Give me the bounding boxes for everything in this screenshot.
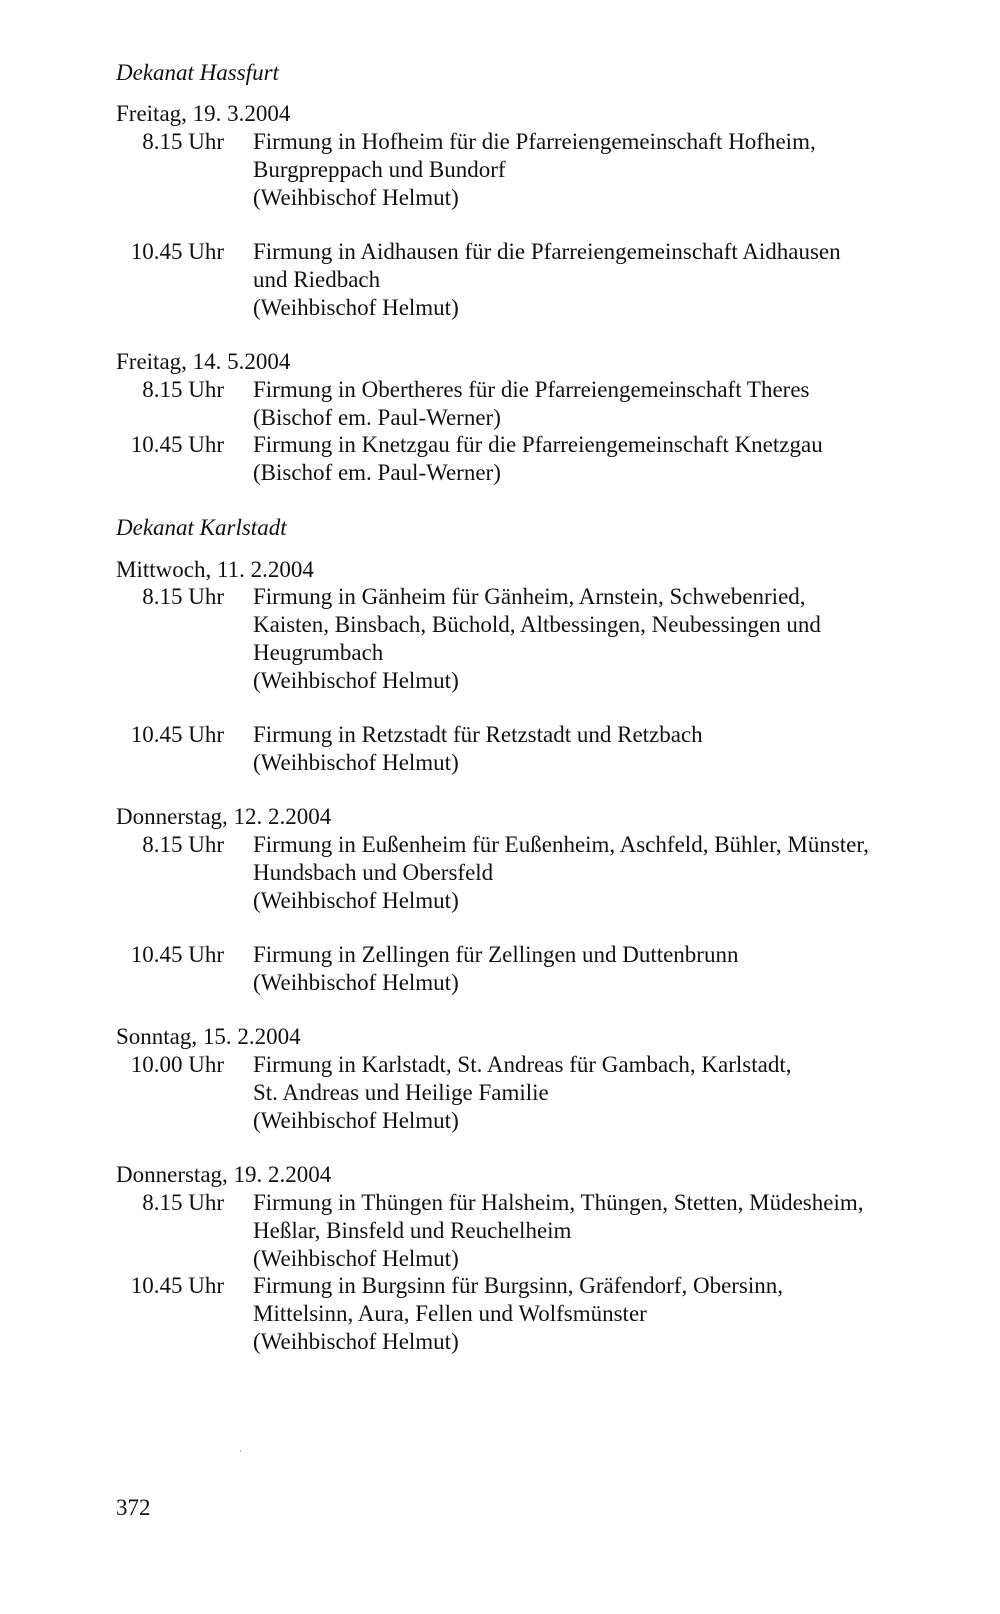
entry-time: 10.00 Uhr <box>130 1052 224 1077</box>
entry-time: 8.15 Uhr <box>142 832 224 857</box>
day-date: Freitag, 19. 3.2004 <box>116 101 291 126</box>
entry-line: Burgpreppach und Bundorf <box>253 157 506 182</box>
entry-line: Kaisten, Binsbach, Büchold, Altbessingen, Neubessingen und <box>253 612 821 637</box>
entry-time: 10.45 Uhr <box>130 722 224 747</box>
entry-time: 10.45 Uhr <box>130 1273 224 1298</box>
day-date: Freitag, 14. 5.2004 <box>116 349 291 374</box>
entry-line: (Weihbischof Helmut) <box>253 970 459 995</box>
entry-time: 8.15 Uhr <box>142 129 224 154</box>
entry-line: (Weihbischof Helmut) <box>253 888 459 913</box>
entry-line: (Bischof em. Paul-Werner) <box>253 405 501 430</box>
entry-line: (Weihbischof Helmut) <box>253 295 459 320</box>
entry-time: 8.15 Uhr <box>142 377 224 402</box>
entry-line: Firmung in Retzstadt für Retzstadt und Retzbach <box>253 722 703 747</box>
entry-line: (Weihbischof Helmut) <box>253 750 459 775</box>
entry-line: Firmung in Karlstadt, St. Andreas für Gambach, Karlstadt, <box>253 1052 792 1077</box>
entry-line: (Bischof em. Paul-Werner) <box>253 460 501 485</box>
entry-time: 10.45 Uhr <box>130 942 224 967</box>
entry-line: Firmung in Thüngen für Halsheim, Thüngen, Stetten, Müdesheim, <box>253 1190 864 1215</box>
page-number: 372 <box>116 1495 151 1520</box>
entry-time: 10.45 Uhr <box>130 239 224 264</box>
entry-line: Firmung in Burgsinn für Burgsinn, Gräfendorf, Obersinn, <box>253 1273 784 1298</box>
entry-line: Firmung in Knetzgau für die Pfarreiengemeinschaft Knetzgau <box>253 432 823 457</box>
entry-line: Firmung in Zellingen für Zellingen und Duttenbrunn <box>253 942 739 967</box>
day-date: Sonntag, 15. 2.2004 <box>116 1024 301 1049</box>
entry-line: Firmung in Gänheim für Gänheim, Arnstein, Schwebenried, <box>253 584 806 609</box>
entry-line: Firmung in Obertheres für die Pfarreiengemeinschaft Theres <box>253 377 810 402</box>
entry-line: (Weihbischof Helmut) <box>253 668 459 693</box>
entry-line: Heugrumbach <box>253 640 384 665</box>
day-date: Donnerstag, 12. 2.2004 <box>116 804 332 829</box>
entry-time: 10.45 Uhr <box>130 432 224 457</box>
entry-line: (Weihbischof Helmut) <box>253 185 459 210</box>
entry-line: St. Andreas und Heilige Familie <box>253 1080 549 1105</box>
entry-line: Firmung in Aidhausen für die Pfarreiengemeinschaft Aidhausen <box>253 239 841 264</box>
section-heading: Dekanat Hassfurt <box>116 60 279 85</box>
day-date: Mittwoch, 11. 2.2004 <box>116 557 314 582</box>
entry-line: Heßlar, Binsfeld und Reuchelheim <box>253 1218 572 1243</box>
entry-line: und Riedbach <box>253 267 381 292</box>
entry-time: 8.15 Uhr <box>142 1190 224 1215</box>
day-date: Donnerstag, 19. 2.2004 <box>116 1162 332 1187</box>
entry-line: (Weihbischof Helmut) <box>253 1329 459 1354</box>
entry-line: (Weihbischof Helmut) <box>253 1246 459 1271</box>
section-heading: Dekanat Karlstadt <box>116 515 287 540</box>
entry-line: (Weihbischof Helmut) <box>253 1108 459 1133</box>
entry-line: Firmung in Hofheim für die Pfarreiengemeinschaft Hofheim, <box>253 129 816 154</box>
entry-time: 8.15 Uhr <box>142 584 224 609</box>
scan-speck <box>240 1450 241 1452</box>
entry-line: Hundsbach und Obersfeld <box>253 860 494 885</box>
entry-line: Mittelsinn, Aura, Fellen und Wolfsmünster <box>253 1301 647 1326</box>
entry-line: Firmung in Eußenheim für Eußenheim, Aschfeld, Bühler, Münster, <box>253 832 869 857</box>
